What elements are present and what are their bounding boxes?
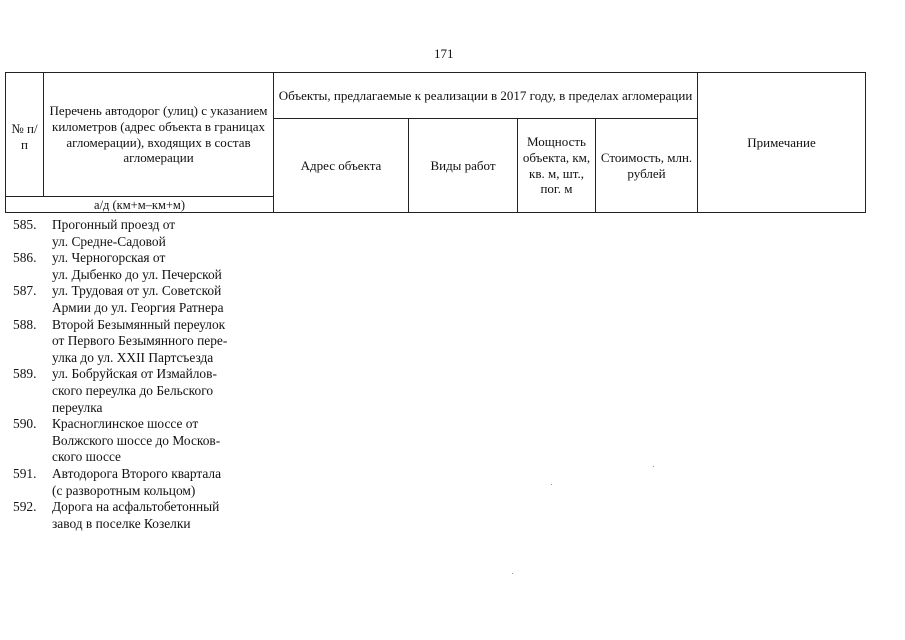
col-header-address: Адрес объекта	[274, 119, 409, 213]
list-item-line: Армии до ул. Георгия Ратнера	[52, 299, 224, 315]
list-item-line: ул. Бобруйская от Измайлов-	[52, 366, 217, 382]
list-item-number: 585.	[13, 217, 37, 232]
page-number: 171	[434, 46, 454, 61]
list-item	[13, 366, 282, 416]
header-table	[5, 72, 866, 213]
list-item	[13, 217, 282, 250]
list-item-number: 587.	[13, 283, 37, 299]
col-header-objects-group: Объекты, предлагаемые к реализации в 2017 году, в пределах агломерации	[274, 73, 698, 119]
list-item-line: ского шоссе	[52, 449, 121, 465]
col-header-works: Виды работ	[409, 119, 518, 213]
list-item-number: 592.	[13, 499, 37, 515]
list-item-text	[52, 317, 282, 367]
list-item-text	[52, 217, 282, 250]
list-item-line: ского переулка до Бельского	[52, 382, 214, 398]
col-header-capacity: Мощность объекта, км, кв. м, шт., пог. м	[518, 119, 596, 213]
list-item-line: ул. Средне-Садовой	[52, 233, 166, 249]
list-item-number: 590.	[13, 416, 37, 432]
list-item	[13, 499, 282, 532]
list-item	[13, 283, 282, 316]
col-header-note: Примечание	[698, 73, 866, 213]
list-item	[13, 250, 282, 283]
list-item-text	[52, 366, 282, 416]
scan-speck	[551, 484, 552, 485]
list-item-number: 591.	[13, 465, 37, 481]
scan-speck	[512, 573, 513, 574]
list-item-line: Автодорога Второго квартала	[52, 465, 222, 481]
list-item-line: Дорога на асфальтобетонный	[52, 499, 220, 515]
list-item-line: (с разворотным кольцом)	[52, 482, 196, 498]
col-header-roads: Перечень автодорог (улиц) с указанием километров (адрес объекта в границах агломерации), входящих в состав агломерации	[44, 73, 274, 197]
list-item-line: ул. Черногорская от	[52, 250, 166, 266]
list-item-line: от Первого Безымянного пере-	[52, 333, 228, 349]
list-item-line: Волжского шоссе до Москов-	[52, 432, 221, 448]
list-item	[13, 416, 282, 466]
list-item-line: ул. Трудовая от ул. Советской	[52, 283, 222, 299]
list-item-text	[52, 466, 282, 499]
col-header-roads-subtitle: а/д (км+м–км+м)	[6, 197, 274, 213]
list-item-text	[52, 499, 282, 532]
list-item-line: ул. Дыбенко до ул. Печерской	[52, 266, 222, 282]
list-item-text	[52, 283, 282, 316]
list-item-line: Прогонный проезд от	[52, 217, 176, 232]
list-item-line: Второй Безымянный переулок	[52, 316, 226, 332]
col-header-num: № п/п	[6, 73, 44, 197]
list-item	[13, 317, 282, 367]
list-item-line: улка до ул. XXII Партсъезда	[52, 349, 214, 365]
list-item-line: переулка	[52, 399, 103, 415]
col-header-cost: Стоимость, млн. рублей	[596, 119, 698, 213]
scan-speck	[653, 466, 654, 467]
list-item-number: 586.	[13, 250, 37, 266]
list-item-line: завод в поселке Козелки	[52, 515, 191, 531]
list-item-number: 588.	[13, 316, 37, 332]
road-list	[13, 217, 282, 532]
list-item-text	[52, 416, 282, 466]
list-item	[13, 466, 282, 499]
list-item-line: Красноглинское шоссе от	[52, 416, 199, 432]
list-item-number: 589.	[13, 366, 37, 382]
list-item-text	[52, 250, 282, 283]
